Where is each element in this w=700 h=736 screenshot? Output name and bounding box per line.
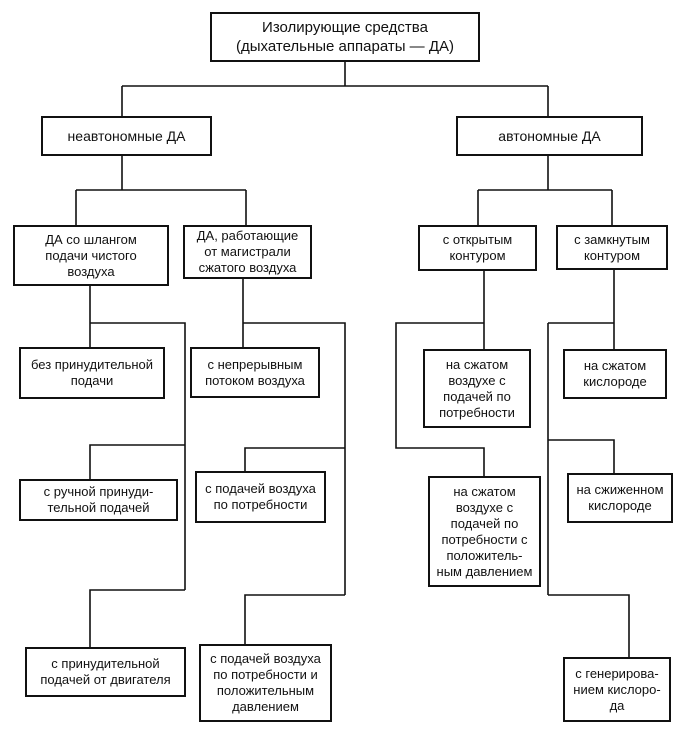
root-node: Изолирующие средства (дыхательные аппараты — ДА): [210, 12, 480, 62]
hose-child-3: с принудительной подачей от двигателя: [25, 647, 186, 697]
mains-child-1: с непрерывным потоком воздуха: [190, 347, 320, 398]
closed-child-2: на сжиженном кислороде: [567, 473, 673, 523]
mains-child-2: с подачей воздуха по потребности: [195, 471, 326, 523]
open-child-1: на сжатом воздухе с подачей по потребности: [423, 349, 531, 428]
autonomous-node: автономные ДА: [456, 116, 643, 156]
mains-node: ДА, работающие от магистрали сжатого воздуха: [183, 225, 312, 279]
closed-circuit-node: с замкнутым контуром: [556, 225, 668, 270]
closed-child-1: на сжатом кислороде: [563, 349, 667, 399]
hose-node: ДА со шлангом подачи чистого воздуха: [13, 225, 169, 286]
open-circuit-node: с открытым контуром: [418, 225, 537, 271]
non-autonomous-node: неавтономные ДА: [41, 116, 212, 156]
closed-child-3: с генерирова- нием кислоро- да: [563, 657, 671, 722]
open-child-2: на сжатом воздухе с подачей по потребности с положитель- ным давлением: [428, 476, 541, 587]
hose-child-2: с ручной принуди- тельной подачей: [19, 479, 178, 521]
hose-child-1: без принудительной подачи: [19, 347, 165, 399]
mains-child-3: с подачей воздуха по потребности и положительным давлением: [199, 644, 332, 722]
